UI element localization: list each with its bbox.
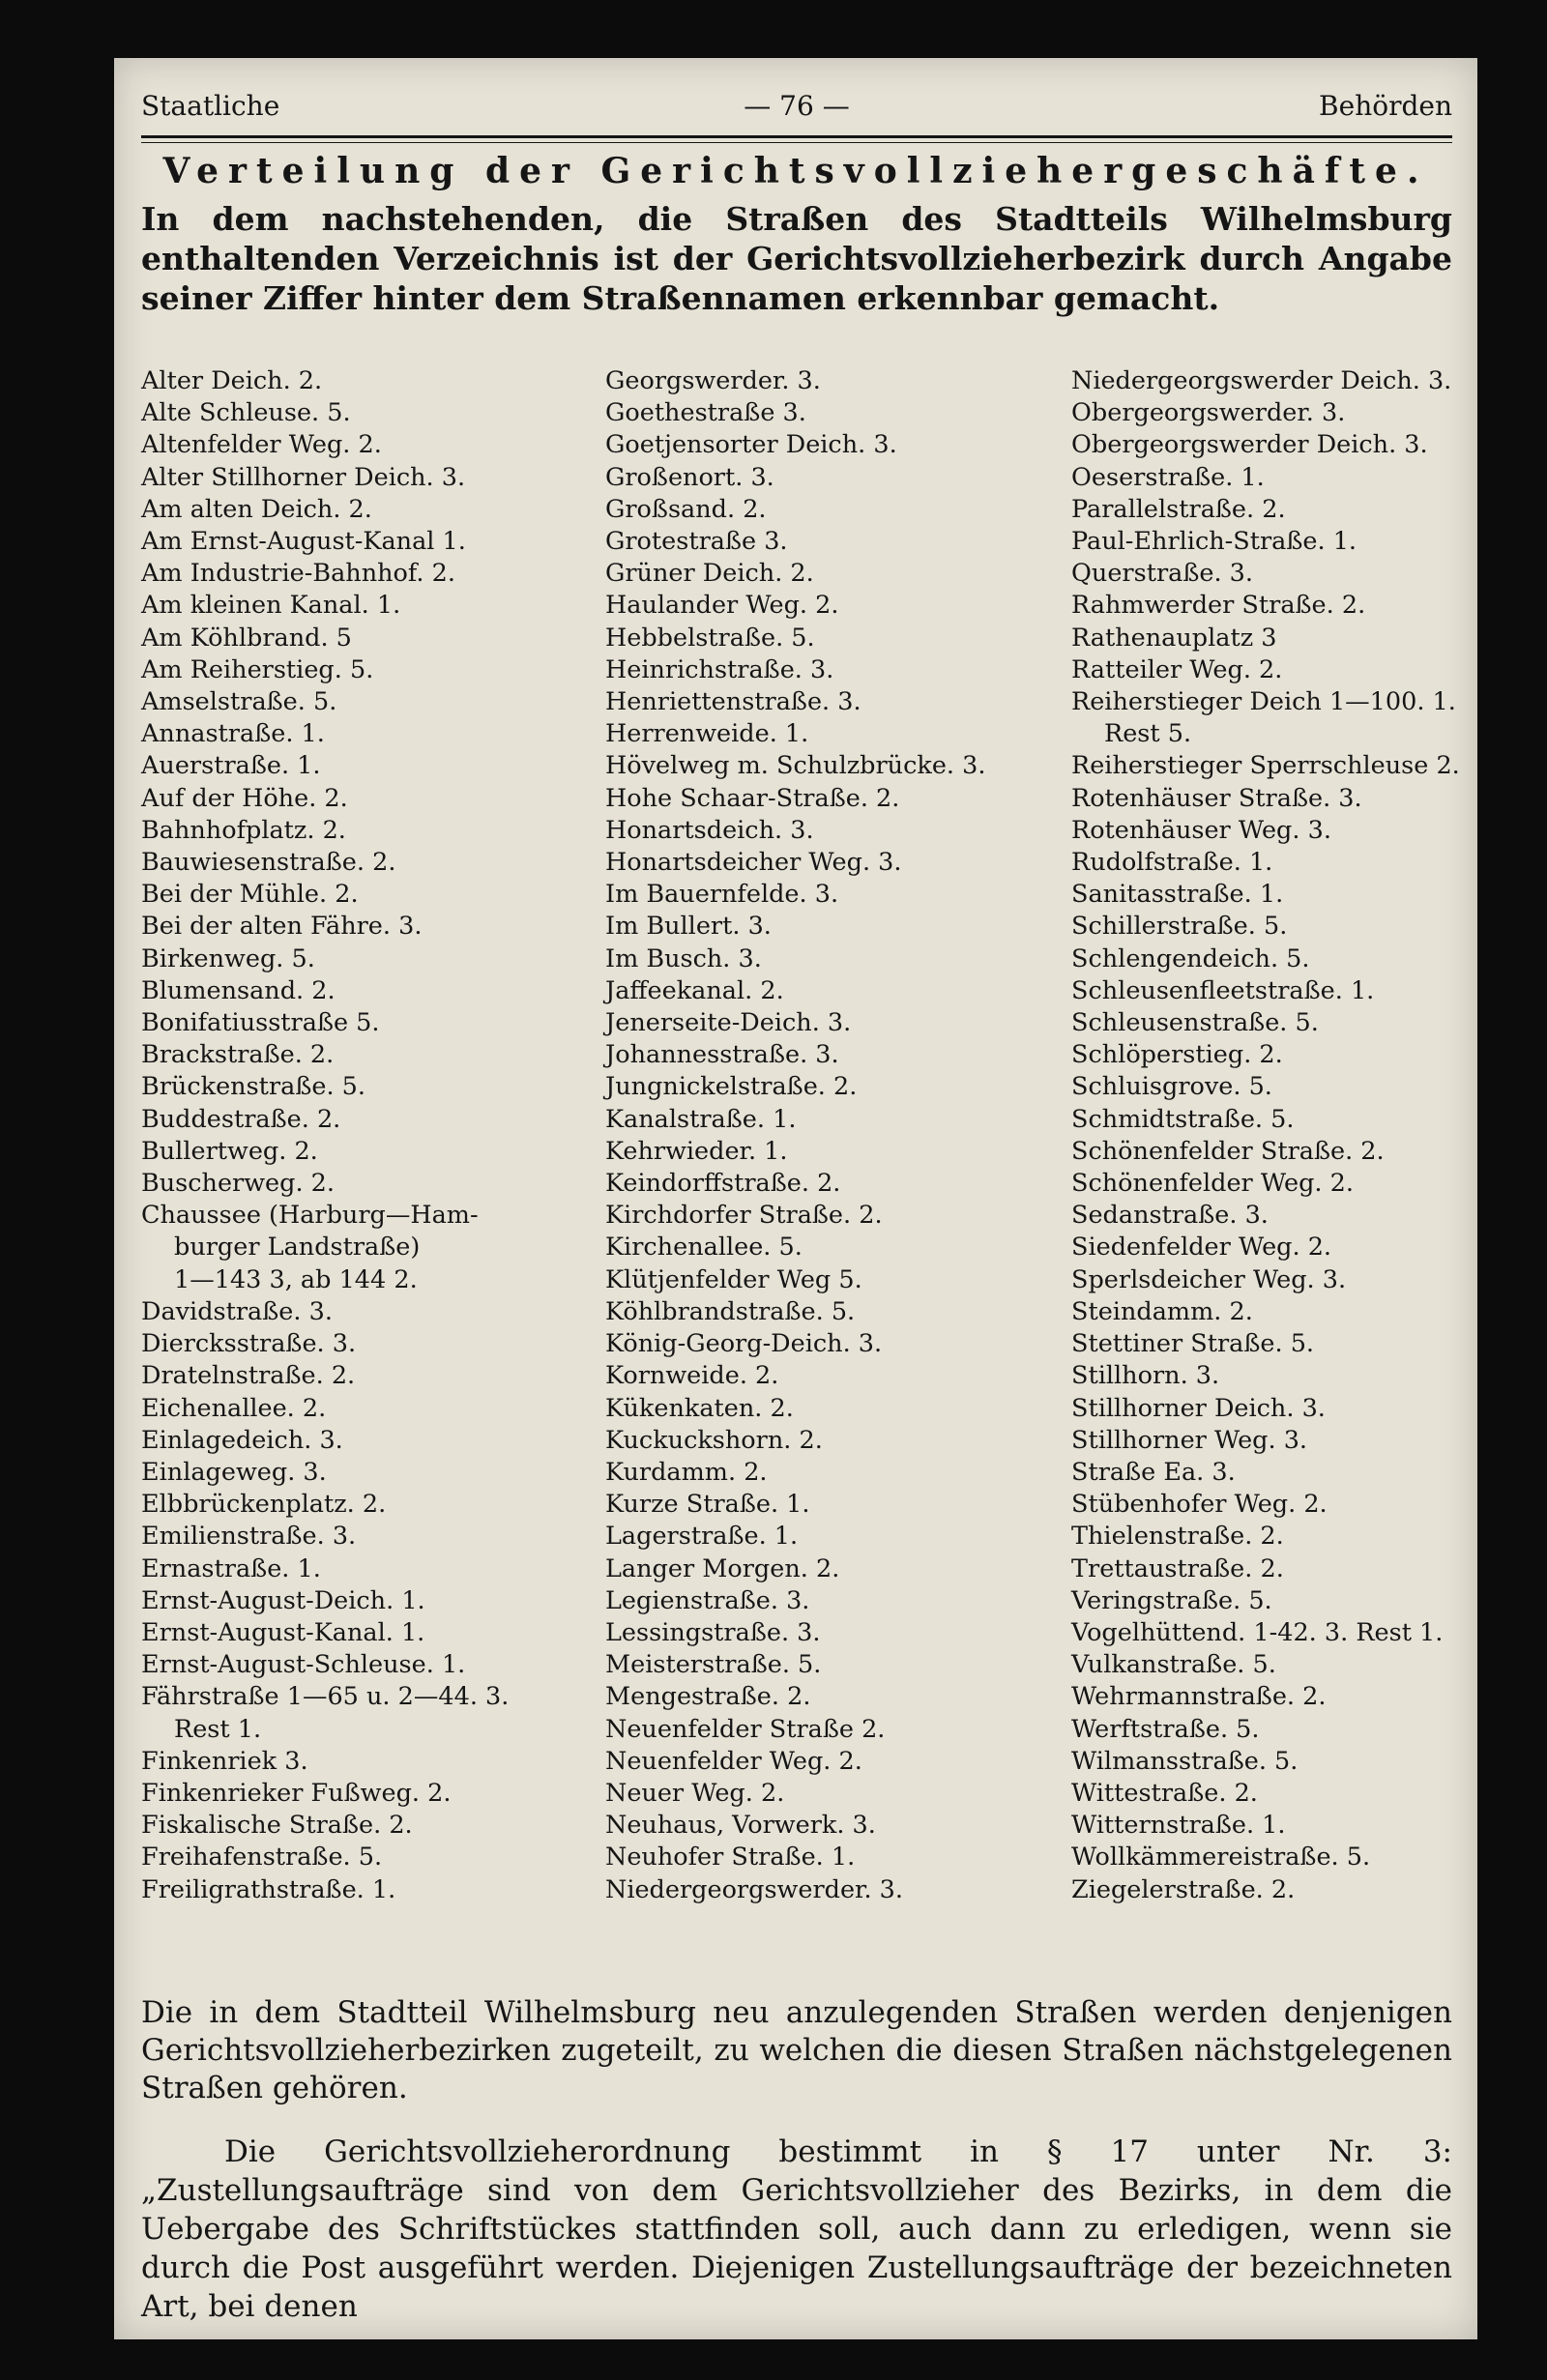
document-page	[114, 58, 1477, 2339]
street-entry: Vulkanstraße. 5.	[1071, 1650, 1276, 1680]
street-entry: Georgswerder. 3.	[605, 366, 821, 395]
street-entry: Ziegelerstraße. 2.	[1071, 1874, 1296, 1904]
street-entry: Grotestraße 3.	[605, 527, 788, 557]
street-entry: Kuckuckshorn. 2.	[605, 1425, 823, 1455]
street-entry: Rest 1.	[174, 1714, 262, 1744]
street-entry: Am kleinen Kanal. 1.	[141, 591, 401, 621]
street-entry: Kirchdorfer Straße. 2.	[605, 1201, 883, 1231]
street-entry: Rotenhäuser Straße. 3.	[1071, 783, 1362, 813]
street-entry: Stillhorner Deich. 3.	[1071, 1393, 1326, 1423]
section-title: Verteilung der Gerichtsvollziehergeschäfte.	[162, 151, 1429, 191]
street-entry: Hohe Schaar-Straße. 2.	[605, 783, 900, 813]
street-column-1	[141, 365, 586, 1906]
street-entry: Goetjensorter Deich. 3.	[605, 430, 897, 460]
street-entry: Kurze Straße. 1.	[605, 1490, 810, 1520]
street-entry: Rahmwerder Straße. 2.	[1071, 591, 1366, 621]
street-entry: Stillhorner Weg. 3.	[1071, 1425, 1308, 1455]
street-entry: Wehrmannstraße. 2.	[1071, 1682, 1327, 1712]
street-entry: Auerstraße. 1.	[141, 751, 321, 781]
street-entry: Alter Stillhorner Deich. 3.	[141, 462, 466, 492]
street-entry: Kanalstraße. 1.	[605, 1104, 797, 1134]
street-entry: Haulander Weg. 2.	[605, 591, 839, 621]
street-entry: Rathenauplatz 3	[1071, 623, 1277, 653]
street-entry: Ernst-August-Deich. 1.	[141, 1585, 425, 1615]
street-entry: Altenfelder Weg. 2.	[141, 430, 382, 460]
street-entry: Schlöperstieg. 2.	[1071, 1040, 1283, 1070]
street-entry: Schillerstraße. 5.	[1071, 912, 1288, 942]
street-entry: Bei der alten Fähre. 3.	[141, 912, 423, 942]
street-entry: Niedergeorgswerder Deich. 3.	[1071, 366, 1452, 395]
street-entry: Parallelstraße. 2.	[1071, 494, 1286, 524]
street-entry: Stillhorn. 3.	[1071, 1361, 1220, 1391]
street-entry: Sedanstraße. 3.	[1071, 1201, 1269, 1231]
street-entry: Ratteiler Weg. 2.	[1071, 654, 1283, 684]
street-entry: König-Georg-Deich. 3.	[605, 1329, 883, 1359]
closing-paragraph: Die in dem Stadtteil Wilhelmsburg neu anzulegenden Straßen werden denjenigen Gerichtsvollzieherbezirken zugeteilt, zu welchen die diesen Straßen nächstgelegenen Straßen gehören.	[141, 1995, 1452, 2105]
street-entry: burger Landstraße)	[174, 1233, 421, 1263]
street-entry: Finkenriek 3.	[141, 1746, 308, 1776]
street-index	[141, 365, 1460, 1980]
street-entry: Jaffeekanal. 2.	[605, 975, 784, 1005]
street-entry: Schönenfelder Straße. 2.	[1071, 1136, 1385, 1166]
street-entry: Mengestraße. 2.	[605, 1682, 811, 1712]
street-entry: Bullertweg. 2.	[141, 1136, 318, 1166]
street-entry: Blumensand. 2.	[141, 975, 336, 1005]
street-entry: Goethestraße 3.	[605, 398, 806, 428]
street-entry: Neuer Weg. 2.	[605, 1778, 785, 1808]
street-entry: Paul-Ehrlich-Straße. 1.	[1071, 527, 1357, 557]
street-entry: Reiherstieger Sperrschleuse 2.	[1071, 751, 1460, 781]
header-left: Staatliche	[141, 90, 280, 122]
street-entry: Kükenkaten. 2.	[605, 1393, 794, 1423]
street-entry: Großsand. 2.	[605, 494, 767, 524]
page-number: — 76 —	[744, 90, 850, 122]
street-entry: Auf der Höhe. 2.	[141, 783, 348, 813]
street-entry: Herrenweide. 1.	[605, 719, 809, 749]
street-entry: Honartsdeich. 3.	[605, 815, 814, 845]
header-right: Behörden	[1319, 90, 1452, 122]
street-entry: Heinrichstraße. 3.	[605, 654, 834, 684]
street-entry: Neuenfelder Straße 2.	[605, 1714, 886, 1744]
street-entry: Ernst-August-Schleuse. 1.	[141, 1650, 466, 1680]
street-entry: Buddestraße. 2.	[141, 1104, 341, 1134]
street-entry: Am Ernst-August-Kanal 1.	[141, 527, 466, 557]
street-entry: Oeserstraße. 1.	[1071, 462, 1265, 492]
street-entry: Stettiner Straße. 5.	[1071, 1329, 1315, 1359]
street-entry: Klütjenfelder Weg 5.	[605, 1264, 862, 1294]
street-entry: Einlageweg. 3.	[141, 1457, 327, 1487]
street-entry: Bei der Mühle. 2.	[141, 880, 359, 910]
street-entry: Im Bullert. 3.	[605, 912, 772, 942]
street-entry: Kehrwieder. 1.	[605, 1136, 788, 1166]
street-entry: Lessingstraße. 3.	[605, 1617, 821, 1647]
street-entry: Neuenfelder Weg. 2.	[605, 1746, 862, 1776]
street-entry: Sanitasstraße. 1.	[1071, 880, 1284, 910]
street-entry: Davidstraße. 3.	[141, 1296, 333, 1326]
street-entry: Brückenstraße. 5.	[141, 1072, 365, 1102]
street-entry: Freiligrathstraße. 1.	[141, 1874, 396, 1904]
intro-paragraph: In dem nachstehenden, die Straßen des Stadtteils Wilhelmsburg enthaltenden Verzeichnis ist der Gerichtsvollzieherbezirk durch Angabe seiner Ziffer hinter dem Straßennamen erkennbar gemacht.	[141, 200, 1452, 317]
street-entry: Annastraße. 1.	[141, 719, 325, 749]
street-entry: Chaussee (Harburg—Ham-	[141, 1201, 479, 1231]
street-entry: Neuhaus, Vorwerk. 3.	[605, 1811, 876, 1841]
street-entry: Jenerseite-Deich. 3.	[605, 1008, 852, 1038]
street-entry: Werftstraße. 5.	[1071, 1714, 1260, 1744]
header-rule-thick	[141, 135, 1452, 138]
street-entry: Hebbelstraße. 5.	[605, 623, 815, 653]
street-entry: Siedenfelder Weg. 2.	[1071, 1233, 1332, 1263]
street-entry: Vogelhüttend. 1-42. 3. Rest 1.	[1071, 1617, 1444, 1647]
street-entry: Sperlsdeicher Weg. 3.	[1071, 1264, 1347, 1294]
street-entry: Hövelweg m. Schulzbrücke. 3.	[605, 751, 986, 781]
street-entry: Schönenfelder Weg. 2.	[1071, 1169, 1354, 1199]
street-entry: Ernastraße. 1.	[141, 1553, 321, 1583]
street-entry: Henriettenstraße. 3.	[605, 687, 861, 717]
street-entry: Obergeorgswerder. 3.	[1071, 398, 1346, 428]
street-entry: 1—143 3, ab 144 2.	[174, 1264, 418, 1294]
street-entry: Grüner Deich. 2.	[605, 559, 814, 589]
street-entry: Kornweide. 2.	[605, 1361, 779, 1391]
street-entry: Dratelnstraße. 2.	[141, 1361, 356, 1391]
street-entry: Fährstraße 1—65 u. 2—44. 3.	[141, 1682, 510, 1712]
street-entry: Diercksstraße. 3.	[141, 1329, 357, 1359]
street-entry: Am alten Deich. 2.	[141, 494, 372, 524]
street-entry: Keindorffstraße. 2.	[605, 1169, 841, 1199]
street-entry: Fiskalische Straße. 2.	[141, 1811, 413, 1841]
street-entry: Niedergeorgswerder. 3.	[605, 1874, 903, 1904]
street-entry: Wittestraße. 2.	[1071, 1778, 1258, 1808]
street-entry: Reiherstieger Deich 1—100. 1.	[1071, 687, 1456, 717]
street-entry: Finkenrieker Fußweg. 2.	[141, 1778, 452, 1808]
street-entry: Kurdamm. 2.	[605, 1457, 768, 1487]
street-entry: Stübenhofer Weg. 2.	[1071, 1490, 1328, 1520]
street-entry: Straße Ea. 3.	[1071, 1457, 1236, 1487]
header-rule-thin	[141, 142, 1452, 143]
street-column-2	[605, 365, 1060, 1906]
street-entry: Witternstraße. 1.	[1071, 1811, 1286, 1841]
street-entry: Schleusenstraße. 5.	[1071, 1008, 1319, 1038]
street-entry: Rudolfstraße. 1.	[1071, 848, 1273, 878]
street-entry: Köhlbrandstraße. 5.	[605, 1296, 856, 1326]
street-entry: Wollkämmereistraße. 5.	[1071, 1843, 1371, 1872]
street-entry: Emilienstraße. 3.	[141, 1522, 357, 1552]
street-entry: Schmidtstraße. 5.	[1071, 1104, 1295, 1134]
street-entry: Bonifatiusstraße 5.	[141, 1008, 380, 1038]
street-entry: Wilmansstraße. 5.	[1071, 1746, 1299, 1776]
street-entry: Meisterstraße. 5.	[605, 1650, 822, 1680]
street-entry: Im Bauernfelde. 3.	[605, 880, 839, 910]
street-entry: Johannesstraße. 3.	[605, 1040, 839, 1070]
street-entry: Birkenweg. 5.	[141, 943, 315, 973]
street-entry: Alte Schleuse. 5.	[141, 398, 351, 428]
street-entry: Thielenstraße. 2.	[1071, 1522, 1284, 1552]
street-entry: Amselstraße. 5.	[141, 687, 337, 717]
street-entry: Schlengendeich. 5.	[1071, 943, 1310, 973]
street-entry: Legienstraße. 3.	[605, 1585, 810, 1615]
street-entry: Trettaustraße. 2.	[1071, 1553, 1284, 1583]
street-entry: Bahnhofplatz. 2.	[141, 815, 346, 845]
street-entry: Im Busch. 3.	[605, 943, 762, 973]
street-entry: Lagerstraße. 1.	[605, 1522, 799, 1552]
street-entry: Querstraße. 3.	[1071, 559, 1254, 589]
street-entry: Veringstraße. 5.	[1071, 1585, 1272, 1615]
street-entry: Freihafenstraße. 5.	[141, 1843, 383, 1872]
street-entry: Schleusenfleetstraße. 1.	[1071, 975, 1375, 1005]
street-entry: Rest 5.	[1104, 719, 1192, 749]
street-entry: Alter Deich. 2.	[141, 366, 323, 395]
street-entry: Einlagedeich. 3.	[141, 1425, 343, 1455]
street-entry: Eichenallee. 2.	[141, 1393, 327, 1423]
street-entry: Honartsdeicher Weg. 3.	[605, 848, 902, 878]
street-entry: Langer Morgen. 2.	[605, 1553, 840, 1583]
street-column-3	[1071, 365, 1547, 1906]
street-entry: Brackstraße. 2.	[141, 1040, 335, 1070]
street-entry: Rotenhäuser Weg. 3.	[1071, 815, 1331, 845]
street-entry: Am Industrie-Bahnhof. 2.	[141, 559, 455, 589]
street-entry: Kirchenallee. 5.	[605, 1233, 803, 1263]
street-entry: Steindamm. 2.	[1071, 1296, 1253, 1326]
regulation-paragraph: Die Gerichtsvollzieherordnung bestimmt in § 17 unter Nr. 3: „Zustellungsaufträge sind von dem Gerichtsvollzieher des Bezirks, in dem die Uebergabe des Schriftstückes stattfinden soll, auch dann zu erledigen, wenn sie durch die Post ausgeführt werden. Diejenigen Zustellungsaufträge der bezeichneten Art, bei denen	[141, 2134, 1452, 2324]
street-entry: Am Reiherstieg. 5.	[141, 654, 374, 684]
street-entry: Schluisgrove. 5.	[1071, 1072, 1272, 1102]
street-entry: Am Köhlbrand. 5	[141, 623, 352, 653]
street-entry: Jungnickelstraße. 2.	[605, 1072, 858, 1102]
street-entry: Buscherweg. 2.	[141, 1169, 336, 1199]
street-entry: Großenort. 3.	[605, 462, 774, 492]
street-entry: Bauwiesenstraße. 2.	[141, 848, 396, 878]
street-entry: Ernst-August-Kanal. 1.	[141, 1617, 425, 1647]
street-entry: Obergeorgswerder Deich. 3.	[1071, 430, 1428, 460]
street-entry: Neuhofer Straße. 1.	[605, 1843, 856, 1872]
running-header	[141, 85, 1452, 128]
street-entry: Elbbrückenplatz. 2.	[141, 1490, 387, 1520]
